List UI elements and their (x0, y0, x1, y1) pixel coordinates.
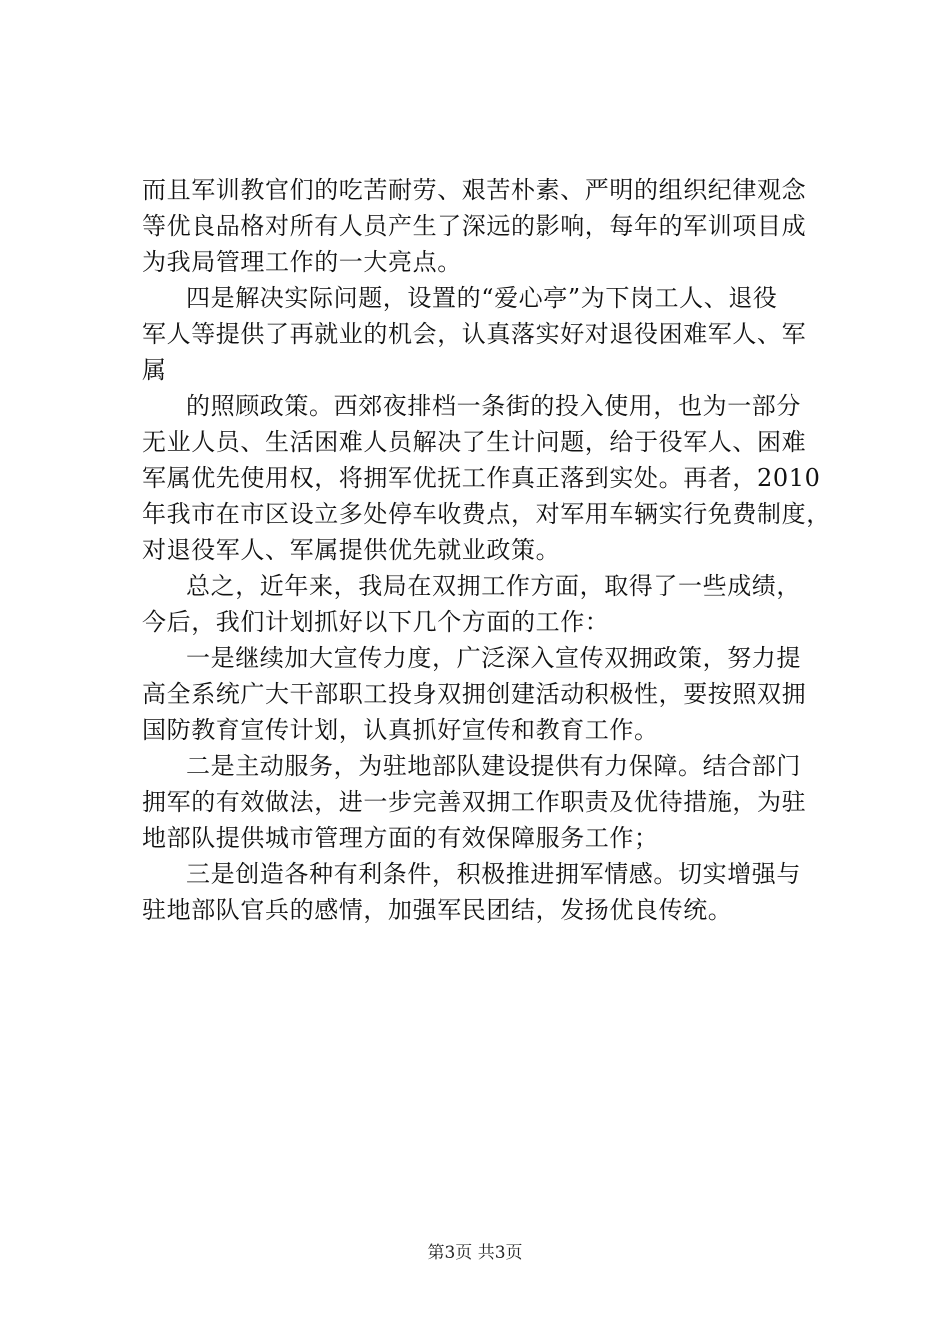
paragraph-start-line: 总之，近年来，我局在双拥工作方面，取得了一些成绩， (186, 572, 801, 600)
text-line: 拥军的有效做法，进一步完善双拥工作职责及优待措施，为驻 (142, 788, 807, 816)
paragraph-start-line: 的照顾政策。西郊夜排档一条街的投入使用，也为一部分 (186, 392, 801, 420)
paragraph-start-line: 三是创造各种有利条件，积极推进拥军情感。切实增强与 (186, 860, 801, 888)
text-line: 无业人员、生活困难人员解决了生计问题，给于役军人、困难 (142, 428, 807, 456)
text-line: 军属优先使用权，将拥军优抚工作真正落到实处。再者，2010 (142, 464, 821, 492)
text-line: 属 (142, 356, 167, 384)
text-line: 今后，我们计划抓好以下几个方面的工作： (142, 608, 610, 636)
paragraph-start-line: 二是主动服务，为驻地部队建设提供有力保障。结合部门 (186, 752, 801, 780)
text-line: 而且军训教官们的吃苦耐劳、艰苦朴素、严明的组织纪律观念 (142, 176, 807, 204)
text-line: 地部队提供城市管理方面的有效保障服务工作； (142, 824, 659, 852)
text-line: 国防教育宣传计划，认真抓好宣传和教育工作。 (142, 716, 659, 744)
document-body (142, 172, 842, 928)
text-line: 驻地部队官兵的感情，加强军民团结，发扬优良传统。 (142, 896, 733, 924)
paragraph-start-line: 一是继续加大宣传力度，广泛深入宣传双拥政策，努力提 (186, 644, 801, 672)
text-line: 军人等提供了再就业的机会，认真落实好对退役困难军人、军 (142, 320, 807, 348)
text-line: 对退役军人、军属提供优先就业政策。 (142, 536, 561, 564)
text-line: 等优良品格对所有人员产生了深远的影响，每年的军训项目成 (142, 212, 807, 240)
text-line: 高全系统广大干部职工投身双拥创建活动积极性，要按照双拥 (142, 680, 807, 708)
text-line: 年我市在市区设立多处停车收费点，对军用车辆实行免费制度， (142, 500, 831, 528)
text-line: 为我局管理工作的一大亮点。 (142, 248, 462, 276)
page-number-footer: 第3页 共3页 (427, 1243, 523, 1263)
paragraph-start-line: 四是解决实际问题，设置的“爱心亭”为下岗工人、退役 (186, 284, 778, 312)
